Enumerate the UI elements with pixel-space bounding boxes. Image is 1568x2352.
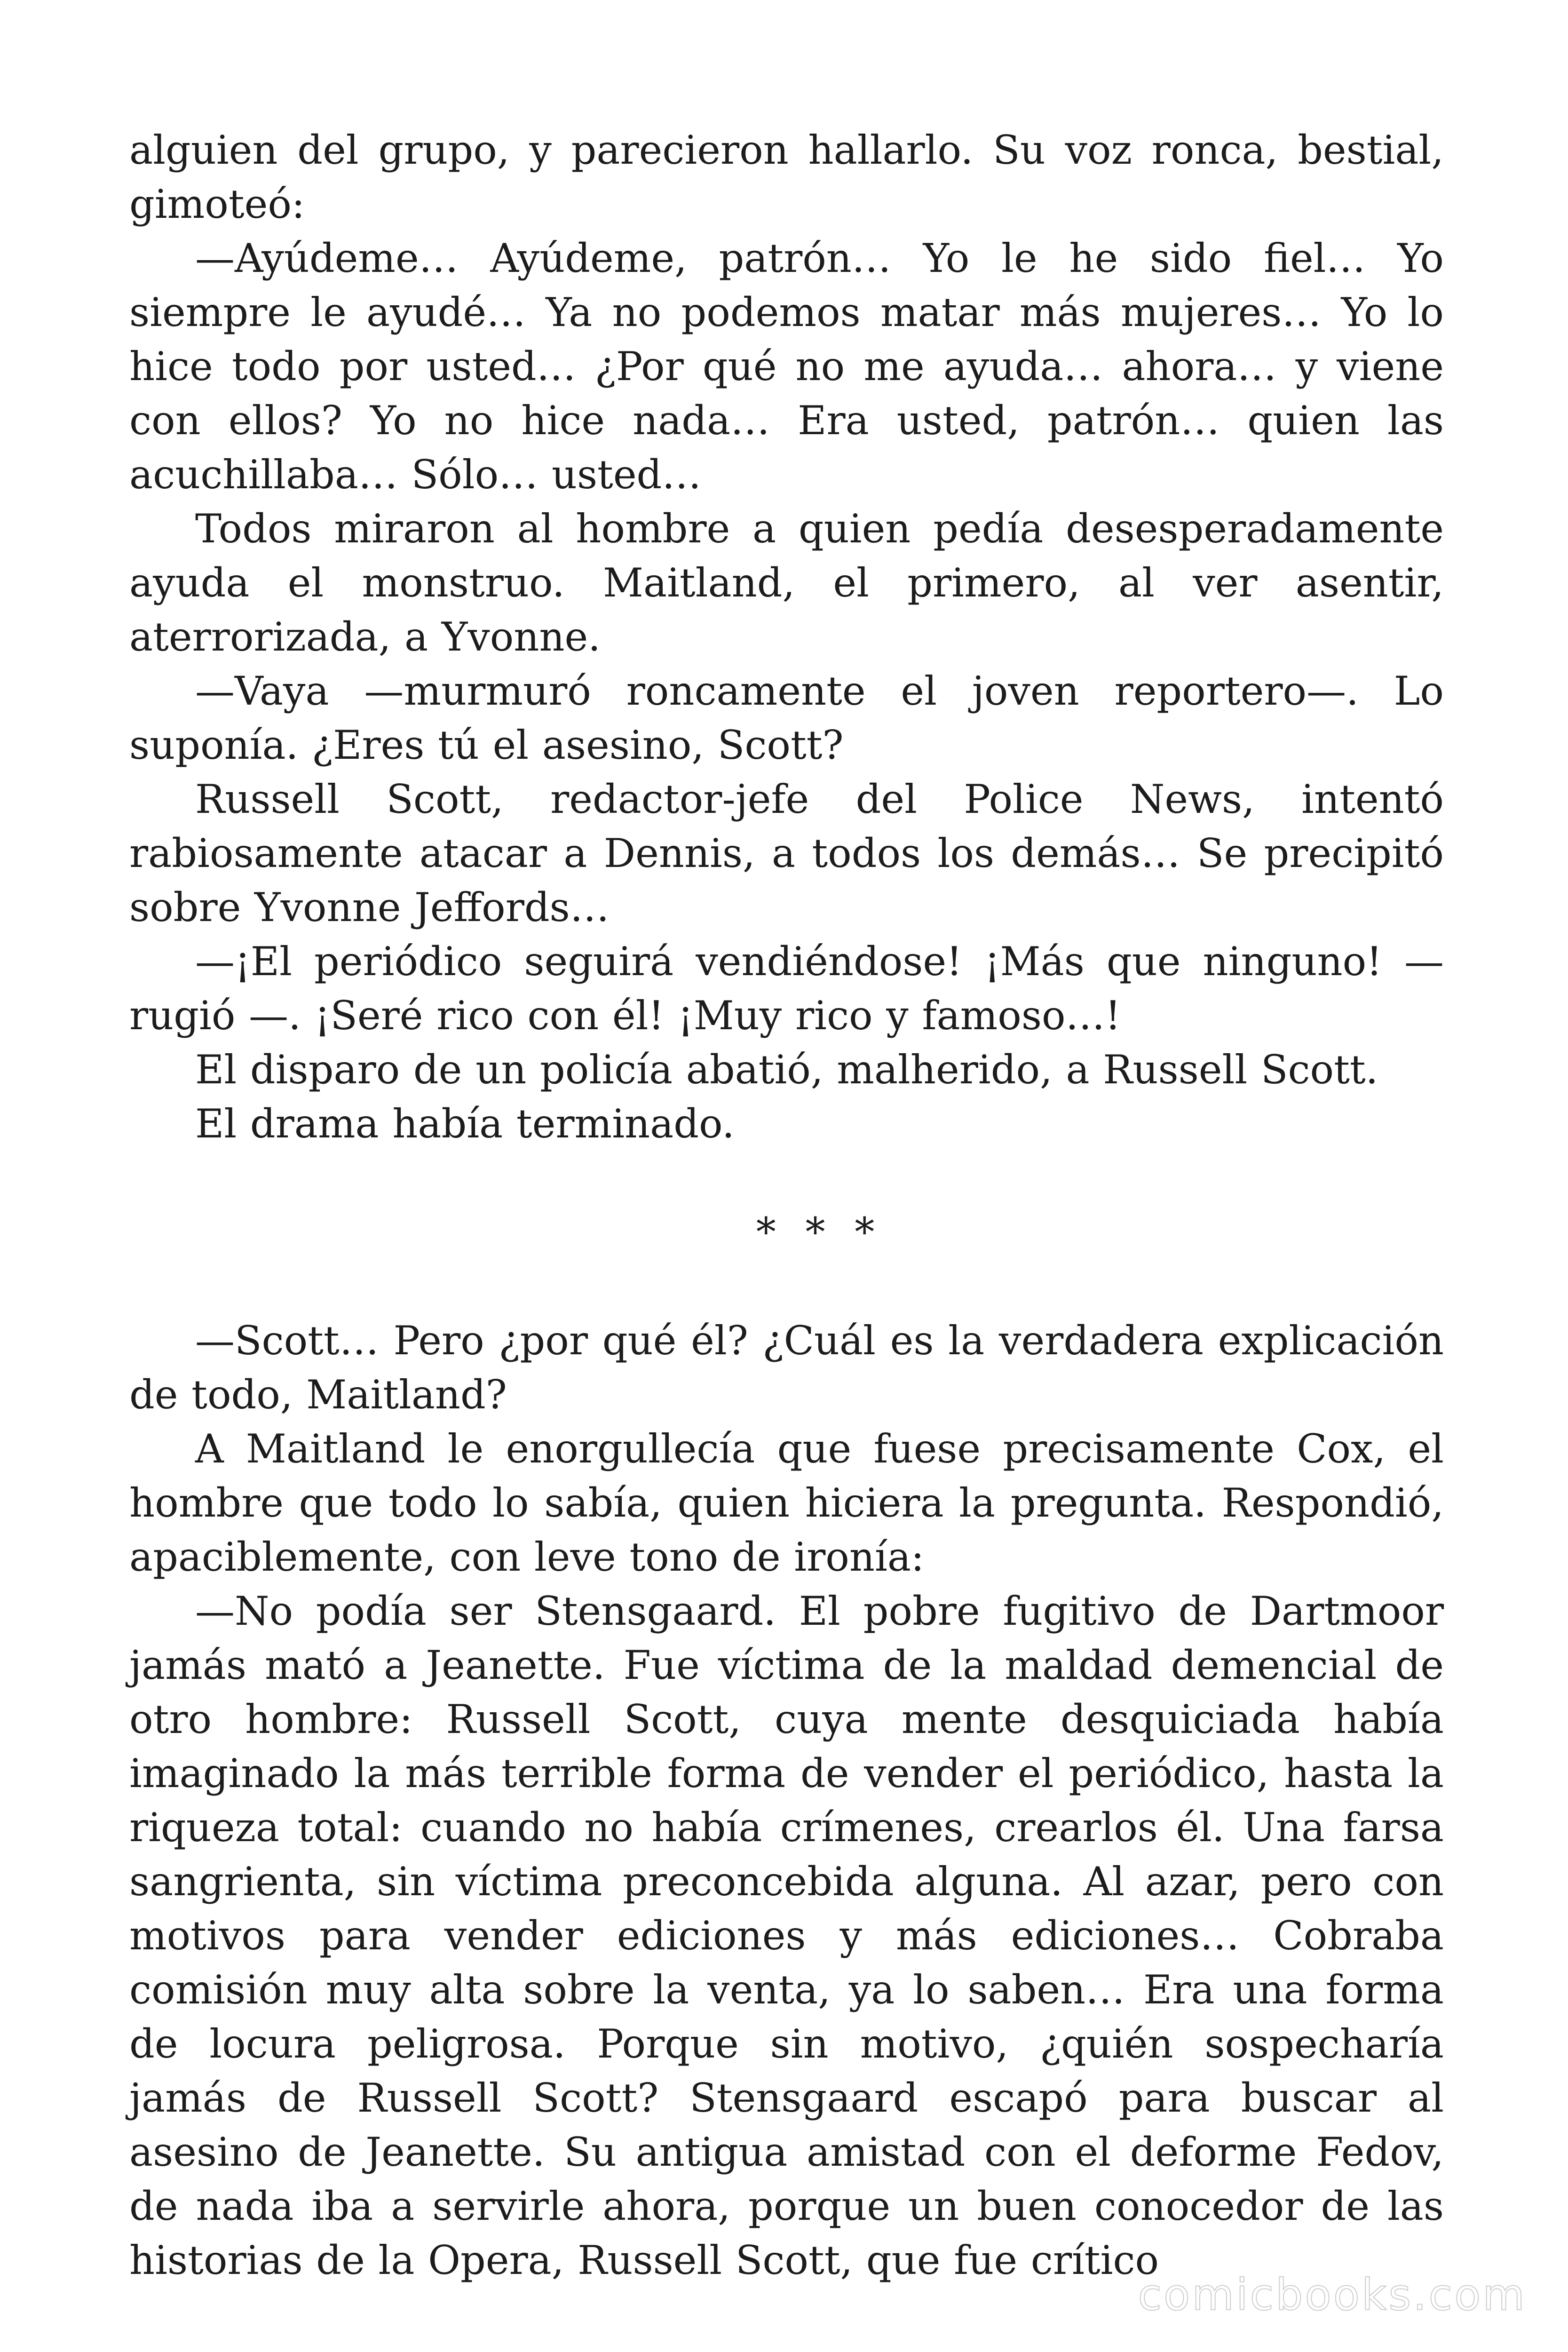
paragraph: El disparo de un policía abatió, malherido, a Russell Scott. bbox=[195, 1047, 1378, 1093]
paragraph: —¡El periódico seguirá vendiéndose! ¡Más que ninguno! —rugió —. ¡Seré rico con él! ¡Muy rico y famoso…! bbox=[129, 938, 1444, 1039]
paragraph-continued: alguien del grupo, y parecieron hallarlo. Su voz ronca, bestial, gimoteó: bbox=[129, 127, 1444, 227]
section-break: * * * bbox=[756, 1209, 883, 1255]
paragraph: Russell Scott, redactor-jefe del Police News, intentó rabiosamente atacar a Dennis, a todos los demás… Se precipitó sobre Yvonne Jeffords… bbox=[129, 776, 1444, 930]
paragraph: Todos miraron al hombre a quien pedía desesperadamente ayuda el monstruo. Maitland, el primero, al ver asentir, aterrorizada, a Yvonne. bbox=[129, 506, 1444, 660]
paragraph: —Ayúdeme… Ayúdeme, patrón… Yo le he sido fiel… Yo siempre le ayudé… Ya no podemos matar más mujeres… Yo lo hice todo por usted… ¿Por qué no me ayuda… ahora… y viene con ellos? Yo no hice nada… Era usted, patrón… quien las acuchillaba… Sólo… usted… bbox=[129, 235, 1444, 498]
watermark: comicbooks.com bbox=[1138, 2270, 1527, 2320]
paragraph: —No podía ser Stensgaard. El pobre fugitivo de Dartmoor jamás mató a Jeanette. Fue víctima de la maldad demencial de otro hombre: Russell Scott, cuya mente desquiciada había imaginado la más terrible forma de vender el periódico, hasta la riqueza total: cuando no había crímenes, crearlos él. Una farsa sangrienta, sin víctima preconcebida alguna. Al azar, pero con motivos para vender ediciones y más ediciones… Cobraba comisión muy alta sobre la venta, ya lo saben… Era una forma de locura peligrosa. Porque sin motivo, ¿quién sospecharía jamás de Russell Scott? Stensgaard escapó para buscar al asesino de Jeanette. Su antigua amistad con el deforme Fedov, de nada iba a servirle ahora, porque un buen conocedor de las historias de la Opera, Russell Scott, que fue crítico bbox=[129, 1588, 1444, 2283]
paragraph: El drama había terminado. bbox=[195, 1101, 735, 1147]
paragraph: —Scott… Pero ¿por qué él? ¿Cuál es la verdadera explicación de todo, Maitland? bbox=[129, 1318, 1444, 1418]
paragraph: —Vaya —murmuró roncamente el joven reportero—. Lo suponía. ¿Eres tú el asesino, Scott? bbox=[129, 668, 1444, 768]
paragraph: A Maitland le enorgullecía que fuese precisamente Cox, el hombre que todo lo sabía, quien hiciera la pregunta. Respondió, apaciblemente, con leve tono de ironía: bbox=[129, 1426, 1444, 1580]
body-text bbox=[129, 123, 1444, 2288]
